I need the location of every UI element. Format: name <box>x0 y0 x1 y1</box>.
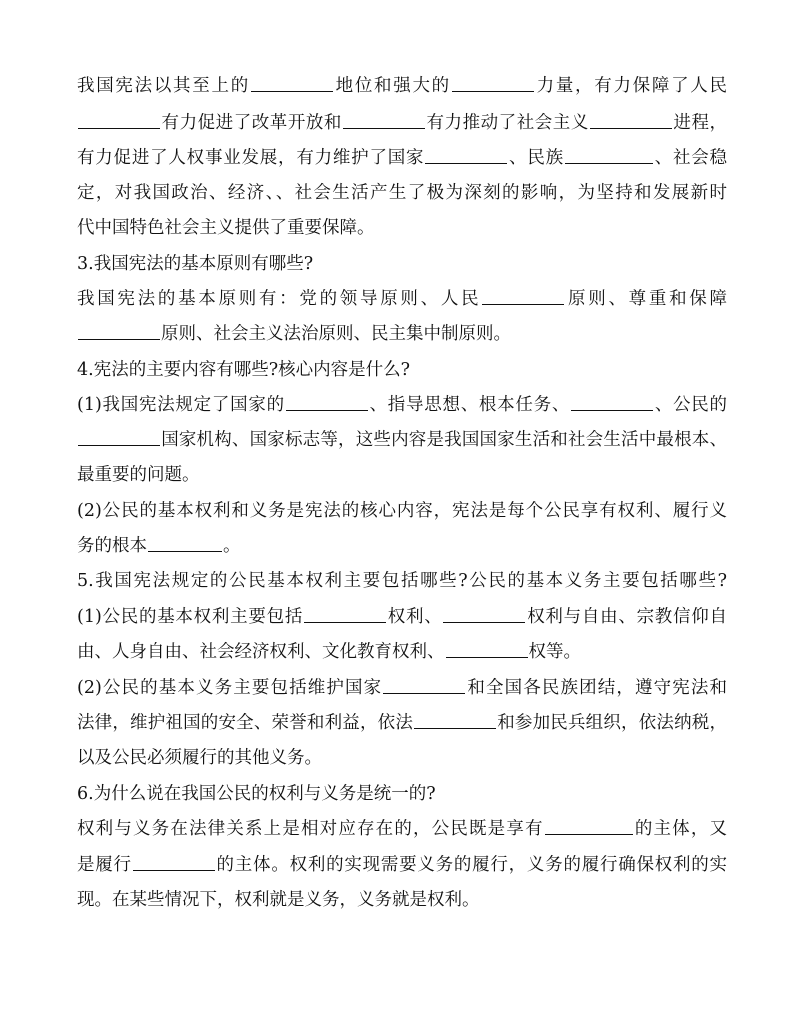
text-line-8 <box>77 322 727 346</box>
text-segment: 权等。 <box>528 642 581 662</box>
text-segment: 地位和强大的 <box>333 76 451 96</box>
text-segment: 、社会稳 <box>653 148 728 168</box>
text-segment: 、指导思想、根本任务、 <box>368 395 571 415</box>
text-segment: 国家机构、国家标志等，这些内容是我国国家生活和社会生活中最根本、 <box>161 430 727 450</box>
text-segment: 和参加民兵组织，依法纳税， <box>497 713 727 733</box>
fill-blank[interactable] <box>286 409 368 411</box>
text-line-20 <box>77 746 727 770</box>
fill-blank[interactable] <box>78 444 160 446</box>
fill-blank[interactable] <box>251 90 333 92</box>
fill-blank[interactable] <box>446 656 528 658</box>
text-segment: 权利与自由、宗教信仰自 <box>526 607 727 627</box>
text-segment: 有力推动了社会主义 <box>425 113 589 133</box>
text-segment: 力量，有力保障了人民 <box>534 76 728 96</box>
question-heading-3 <box>77 252 727 276</box>
fill-blank[interactable] <box>482 303 564 305</box>
text-segment: 定，对我国政治、经济、、社会生活产生了极为深刻的影响，为坚持和发展新时 <box>77 183 727 203</box>
fill-blank[interactable] <box>78 338 160 340</box>
fill-blank[interactable] <box>565 162 653 164</box>
text-segment: 进程， <box>672 113 728 133</box>
question-heading-6 <box>77 782 727 806</box>
text-line-18 <box>77 676 727 700</box>
text-segment: 有力促进了人权事业发展，有力维护了国家 <box>77 148 425 168</box>
text-segment: (2)公民的基本权利和义务是宪法的核心内容，宪法是每个公民享有权利、履行义 <box>77 501 727 521</box>
fill-blank[interactable] <box>590 127 672 129</box>
fill-blank[interactable] <box>383 692 465 694</box>
text-segment: 最重要的问题。 <box>77 465 200 485</box>
fill-blank[interactable] <box>304 621 386 623</box>
text-segment: 以及公民必须履行的其他义务。 <box>77 748 322 768</box>
fill-blank[interactable] <box>133 869 215 871</box>
text-line-13 <box>77 499 727 523</box>
fill-blank[interactable] <box>343 127 425 129</box>
text-segment: 我国宪法以其至上的 <box>77 76 250 96</box>
text-line-3 <box>77 146 727 170</box>
text-line-12 <box>77 463 727 487</box>
text-segment: 我国宪法的基本原则有：党的领导原则、人民 <box>77 289 482 309</box>
text-segment: 的主体，又 <box>633 819 728 839</box>
text-segment: 务的根本 <box>77 536 147 556</box>
text-segment: 原则、社会主义法治原则、民主集中制原则。 <box>161 324 511 344</box>
text-segment: 6.为什么说在我国公民的权利与义务是统一的? <box>77 784 436 804</box>
text-line-4 <box>77 181 727 205</box>
text-line-5 <box>77 216 727 240</box>
text-line-7 <box>77 287 727 311</box>
text-segment: 和全国各民族团结，遵守宪法和 <box>466 678 727 698</box>
text-segment: 3.我国宪法的基本原则有哪些? <box>77 254 314 274</box>
question-heading-4 <box>77 358 727 382</box>
text-segment: 权利与义务在法律关系上是相对应存在的，公民既是享有 <box>77 819 544 839</box>
text-line-2 <box>77 111 727 135</box>
text-segment: 由、人身自由、社会经济权利、文化教育权利、 <box>77 642 445 662</box>
fill-blank[interactable] <box>443 621 525 623</box>
text-line-10 <box>77 393 727 417</box>
text-line-19 <box>77 711 727 735</box>
fill-blank[interactable] <box>78 127 160 129</box>
text-segment: 4.宪法的主要内容有哪些?核心内容是什么? <box>77 360 410 380</box>
fill-blank[interactable] <box>148 550 222 552</box>
text-segment: 有力促进了改革开放和 <box>161 113 342 133</box>
text-segment: 、公民的 <box>654 395 728 415</box>
text-segment: 代中国特色社会主义提供了重要保障。 <box>77 218 375 238</box>
text-line-11 <box>77 428 727 452</box>
text-line-23 <box>77 853 727 877</box>
text-segment: 权利、 <box>387 607 443 627</box>
text-line-22 <box>77 817 727 841</box>
fill-blank[interactable] <box>414 727 496 729</box>
text-segment: 原则、尊重和保障 <box>565 289 728 309</box>
text-line-24 <box>77 888 727 912</box>
text-segment: 法律，维护祖国的安全、荣誉和利益，依法 <box>77 713 414 733</box>
fill-blank[interactable] <box>452 90 534 92</box>
fill-blank[interactable] <box>545 833 633 835</box>
text-line-17 <box>77 640 727 664</box>
text-segment: (1)我国宪法规定了国家的 <box>77 395 285 415</box>
text-line-1 <box>77 74 727 98</box>
text-segment: 、民族 <box>508 148 564 168</box>
text-line-14 <box>77 534 727 558</box>
text-segment: 是履行 <box>77 855 132 875</box>
text-segment: (2)公民的基本义务主要包括维护国家 <box>77 678 383 698</box>
question-heading-5 <box>77 569 727 593</box>
text-segment: 5.我国宪法规定的公民基本权利主要包括哪些?公民的基本义务主要包括哪些? <box>77 571 727 591</box>
text-segment: 现。在某些情况下，权利就是义务，义务就是权利。 <box>77 890 480 910</box>
text-segment: (1)公民的基本权利主要包括 <box>77 607 304 627</box>
fill-blank[interactable] <box>571 409 653 411</box>
text-line-16 <box>77 605 727 629</box>
text-segment: 。 <box>223 536 241 556</box>
fill-blank[interactable] <box>425 162 507 164</box>
text-segment: 的主体。权利的实现需要义务的履行，义务的履行确保权利的实 <box>215 855 728 875</box>
